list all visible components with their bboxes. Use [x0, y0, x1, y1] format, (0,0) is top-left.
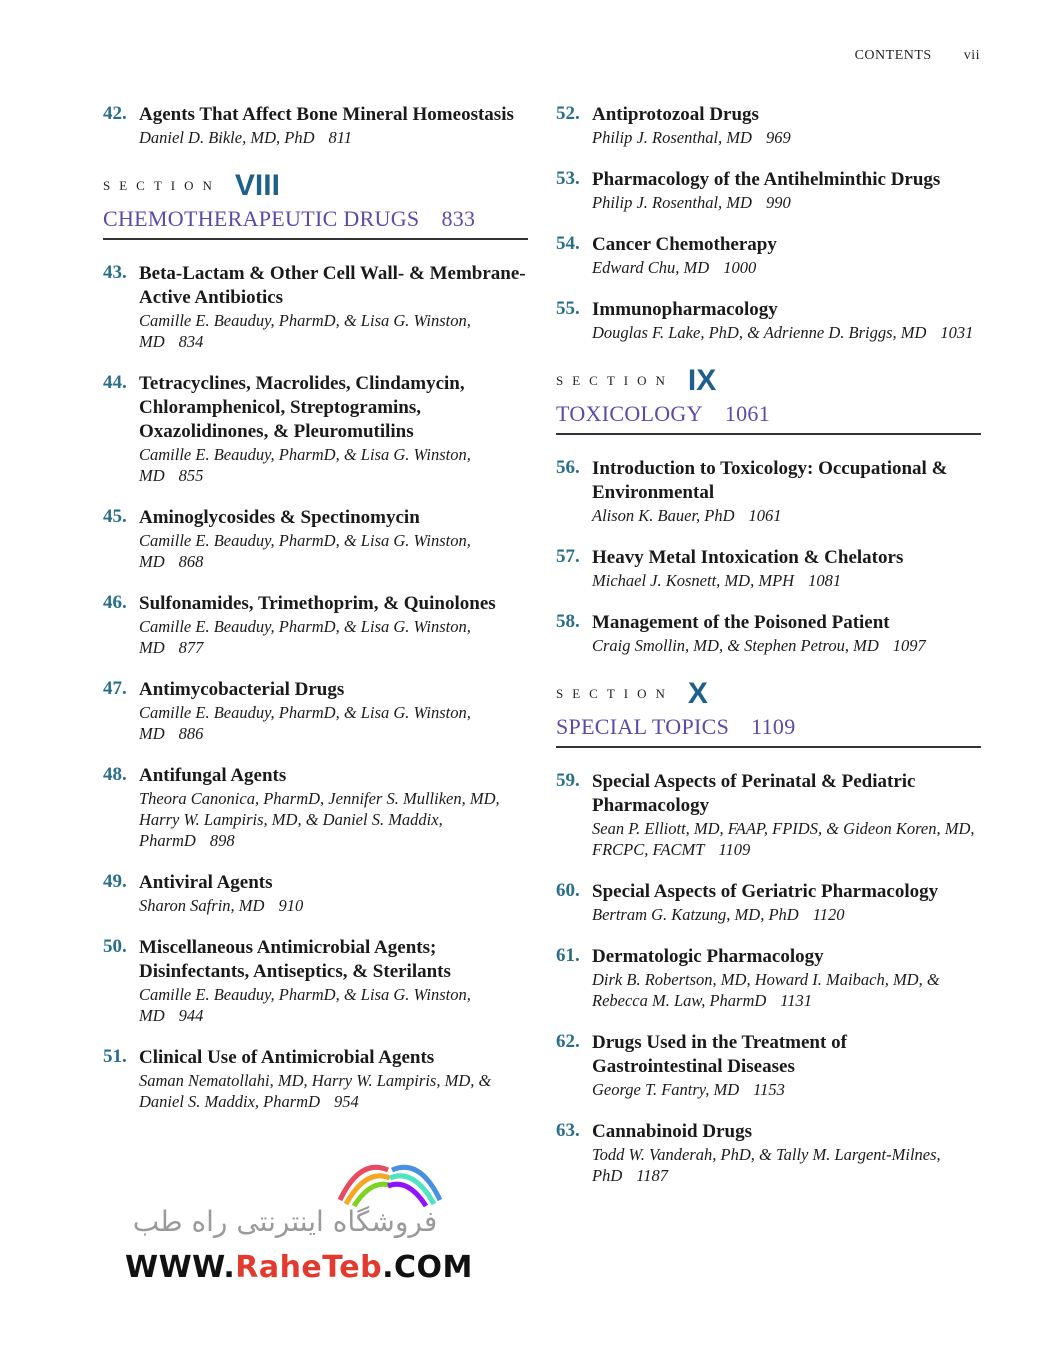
chapter-author: Sean P. Elliott, MD, FAAP, FPIDS, & Gideon Koren, MD, FRCPC, FACMT 1109 — [592, 819, 975, 859]
chapter-title: Antiprotozoal Drugs — [592, 104, 759, 125]
chapter-number: 60. — [556, 880, 580, 901]
left-column — [103, 103, 528, 1132]
toc-entry-54[interactable] — [556, 233, 981, 278]
section-viii — [103, 168, 528, 240]
chapter-title: Introduction to Toxicology: Occupational & Environmental — [592, 458, 948, 503]
left-entry-list — [103, 262, 528, 1112]
chapter-page: 1031 — [940, 323, 974, 342]
chapter-page: 1120 — [812, 905, 845, 924]
chapter-author: Michael J. Kosnett, MD, MPH 1081 — [592, 571, 842, 590]
toc-entry-49[interactable] — [103, 871, 528, 916]
chapter-page: 1187 — [636, 1166, 669, 1185]
chapter-number: 44. — [103, 372, 127, 393]
running-head — [855, 48, 980, 64]
section-roman: IX — [687, 364, 717, 397]
chapter-author: Camille E. Beauduy, PharmD, & Lisa G. Winston, MD 877 — [139, 617, 471, 657]
chapter-number: 54. — [556, 233, 580, 254]
chapter-title: Special Aspects of Perinatal & Pediatric Pharmacology — [592, 771, 916, 816]
watermark-persian-text: فروشگاه اینترنتی راه طب — [132, 1205, 438, 1238]
chapter-number: 45. — [103, 506, 127, 527]
right-entry-list-c — [556, 770, 981, 1186]
watermark — [120, 1150, 473, 1290]
chapter-title: Sulfonamides, Trimethoprim, & Quinolones — [139, 593, 496, 614]
chapter-number: 48. — [103, 764, 127, 785]
chapter-title: Beta-Lactam & Other Cell Wall- & Membrane-Active Antibiotics — [139, 263, 526, 308]
chapter-author: Edward Chu, MD 1000 — [592, 258, 757, 277]
chapter-title: Clinical Use of Antimicrobial Agents — [139, 1047, 435, 1068]
toc-entry-45[interactable] — [103, 506, 528, 572]
chapter-author: Douglas F. Lake, PhD, & Adrienne D. Briggs, MD 1031 — [592, 323, 974, 342]
chapter-title: Aminoglycosides & Spectinomycin — [139, 507, 420, 528]
chapter-page: 1061 — [748, 506, 782, 525]
chapter-author: Camille E. Beauduy, PharmD, & Lisa G. Winston, MD 834 — [139, 311, 471, 351]
chapter-author: Bertram G. Katzung, MD, PhD 1120 — [592, 905, 845, 924]
chapter-author: Todd W. Vanderah, PhD, & Tally M. Largent-Milnes, PhD 1187 — [592, 1145, 941, 1185]
chapter-page: 1097 — [892, 636, 926, 655]
chapter-number: 58. — [556, 611, 580, 632]
chapter-page: 855 — [178, 466, 204, 485]
chapter-author: Philip J. Rosenthal, MD 969 — [592, 128, 791, 147]
chapter-number: 55. — [556, 298, 580, 319]
chapter-number: 50. — [103, 936, 127, 957]
chapter-number: 59. — [556, 770, 580, 791]
right-column — [556, 103, 981, 1206]
chapter-number: 47. — [103, 678, 127, 699]
chapter-title: Immunopharmacology — [592, 299, 778, 320]
chapter-number: 51. — [103, 1046, 127, 1067]
section-word: SECTION — [556, 373, 674, 388]
chapter-author: Saman Nematollahi, MD, Harry W. Lampiris, MD, & Daniel S. Maddix, PharmD 954 — [139, 1071, 492, 1111]
chapter-number: 56. — [556, 457, 580, 478]
right-entry-list-a — [556, 103, 981, 343]
toc-entry-55[interactable] — [556, 298, 981, 343]
chapter-title: Antimycobacterial Drugs — [139, 679, 345, 700]
toc-entry-44[interactable] — [103, 372, 528, 486]
chapter-author: Philip J. Rosenthal, MD 990 — [592, 193, 791, 212]
chapter-number: 53. — [556, 168, 580, 189]
chapter-author: Dirk B. Robertson, MD, Howard I. Maibach, MD, & Rebecca M. Law, PharmD 1131 — [592, 970, 940, 1010]
chapter-author: Camille E. Beauduy, PharmD, & Lisa G. Winston, MD 868 — [139, 531, 471, 571]
section-page: 1061 — [724, 401, 771, 426]
chapter-author: Sharon Safrin, MD 910 — [139, 896, 304, 915]
toc-entry-61[interactable] — [556, 945, 981, 1011]
chapter-author: George T. Fantry, MD 1153 — [592, 1080, 785, 1099]
section-x — [556, 676, 981, 748]
section-roman: VIII — [234, 169, 280, 202]
toc-entry-63[interactable] — [556, 1120, 981, 1186]
toc-entry-53[interactable] — [556, 168, 981, 213]
toc-entry-48[interactable] — [103, 764, 528, 851]
chapter-title: Agents That Affect Bone Mineral Homeostasis — [139, 104, 514, 125]
section-heading[interactable]: TOXICOLOGY 1061 — [556, 399, 981, 435]
chapter-page: 944 — [178, 1006, 204, 1025]
chapter-number: 49. — [103, 871, 127, 892]
chapter-page: 834 — [178, 332, 204, 351]
toc-entry-59[interactable] — [556, 770, 981, 860]
chapter-author: Camille E. Beauduy, PharmD, & Lisa G. Winston, MD 886 — [139, 703, 471, 743]
chapter-page: 1131 — [780, 991, 813, 1010]
toc-entry-60[interactable] — [556, 880, 981, 925]
chapter-number: 42. — [103, 103, 127, 124]
chapter-page: 1000 — [723, 258, 757, 277]
toc-entry-56[interactable] — [556, 457, 981, 526]
chapter-title: Management of the Poisoned Patient — [592, 612, 890, 633]
chapter-title: Special Aspects of Geriatric Pharmacology — [592, 881, 939, 902]
watermark-url: WWW.RaheTeb.COM — [125, 1250, 473, 1285]
chapter-page: 1109 — [718, 840, 751, 859]
chapter-number: 61. — [556, 945, 580, 966]
chapter-title: Cancer Chemotherapy — [592, 234, 777, 255]
running-head-title: CONTENTS — [854, 48, 932, 63]
chapter-author: Alison K. Bauer, PhD 1061 — [592, 506, 782, 525]
toc-entry-57[interactable] — [556, 546, 981, 591]
chapter-page: 868 — [178, 552, 204, 571]
toc-entry-58[interactable] — [556, 611, 981, 656]
toc-entry-50[interactable] — [103, 936, 528, 1026]
chapter-number: 57. — [556, 546, 580, 567]
toc-entry-47[interactable] — [103, 678, 528, 744]
chapter-title: Antiviral Agents — [139, 872, 273, 893]
chapter-title: Antifungal Agents — [139, 765, 287, 786]
section-heading[interactable]: CHEMOTHERAPEUTIC DRUGS 833 — [103, 204, 528, 240]
chapter-author: Camille E. Beauduy, PharmD, & Lisa G. Winston, MD 855 — [139, 445, 471, 485]
chapter-author: Camille E. Beauduy, PharmD, & Lisa G. Winston, MD 944 — [139, 985, 471, 1025]
chapter-page: 969 — [765, 128, 791, 147]
chapter-title: Tetracyclines, Macrolides, Clindamycin, Chloramphenicol, Streptogramins, Oxazolidinones, & Pleuromutilins — [139, 373, 465, 442]
chapter-title: Cannabinoid Drugs — [592, 1121, 752, 1142]
chapter-page: 877 — [178, 638, 204, 657]
chapter-author: Craig Smollin, MD, & Stephen Petrou, MD 1097 — [592, 636, 926, 655]
section-page: 833 — [441, 206, 476, 231]
toc-entry-51[interactable] — [103, 1046, 528, 1112]
chapter-author: Daniel D. Bikle, MD, PhD 811 — [139, 128, 353, 147]
chapter-number: 63. — [556, 1120, 580, 1141]
section-ix — [556, 363, 981, 435]
section-heading[interactable]: SPECIAL TOPICS 1109 — [556, 712, 981, 748]
toc-entry-42[interactable] — [103, 103, 528, 148]
section-page: 1109 — [751, 714, 796, 739]
chapter-number: 46. — [103, 592, 127, 613]
section-word: SECTION — [103, 178, 221, 193]
toc-entry-52[interactable] — [556, 103, 981, 148]
chapter-page: 898 — [209, 831, 235, 850]
chapter-title: Drugs Used in the Treatment of Gastrointestinal Diseases — [592, 1032, 847, 1077]
chapter-author: Theora Canonica, PharmD, Jennifer S. Mulliken, MD, Harry W. Lampiris, MD, & Daniel S. Maddix, PharmD 898 — [139, 789, 500, 850]
chapter-page: 1081 — [808, 571, 842, 590]
chapter-title: Dermatologic Pharmacology — [592, 946, 824, 967]
toc-entry-46[interactable] — [103, 592, 528, 658]
chapter-page: 954 — [334, 1092, 359, 1111]
chapter-page: 990 — [765, 193, 791, 212]
chapter-page: 811 — [328, 128, 353, 147]
toc-entry-62[interactable] — [556, 1031, 981, 1100]
chapter-number: 52. — [556, 103, 580, 124]
chapter-page: 1153 — [753, 1080, 785, 1099]
chapter-title: Heavy Metal Intoxication & Chelators — [592, 547, 904, 568]
page-folio: vii — [963, 48, 980, 63]
chapter-number: 62. — [556, 1031, 580, 1052]
toc-entry-43[interactable] — [103, 262, 528, 352]
section-roman: X — [687, 677, 708, 710]
chapter-number: 43. — [103, 262, 127, 283]
section-word: SECTION — [556, 686, 674, 701]
chapter-title: Miscellaneous Antimicrobial Agents; Disinfectants, Antiseptics, & Sterilants — [139, 937, 451, 982]
right-entry-list-b — [556, 457, 981, 656]
chapter-page: 910 — [278, 896, 304, 915]
chapter-title: Pharmacology of the Antihelminthic Drugs — [592, 169, 941, 190]
book-fan-icon — [330, 1150, 450, 1210]
chapter-page: 886 — [178, 724, 204, 743]
